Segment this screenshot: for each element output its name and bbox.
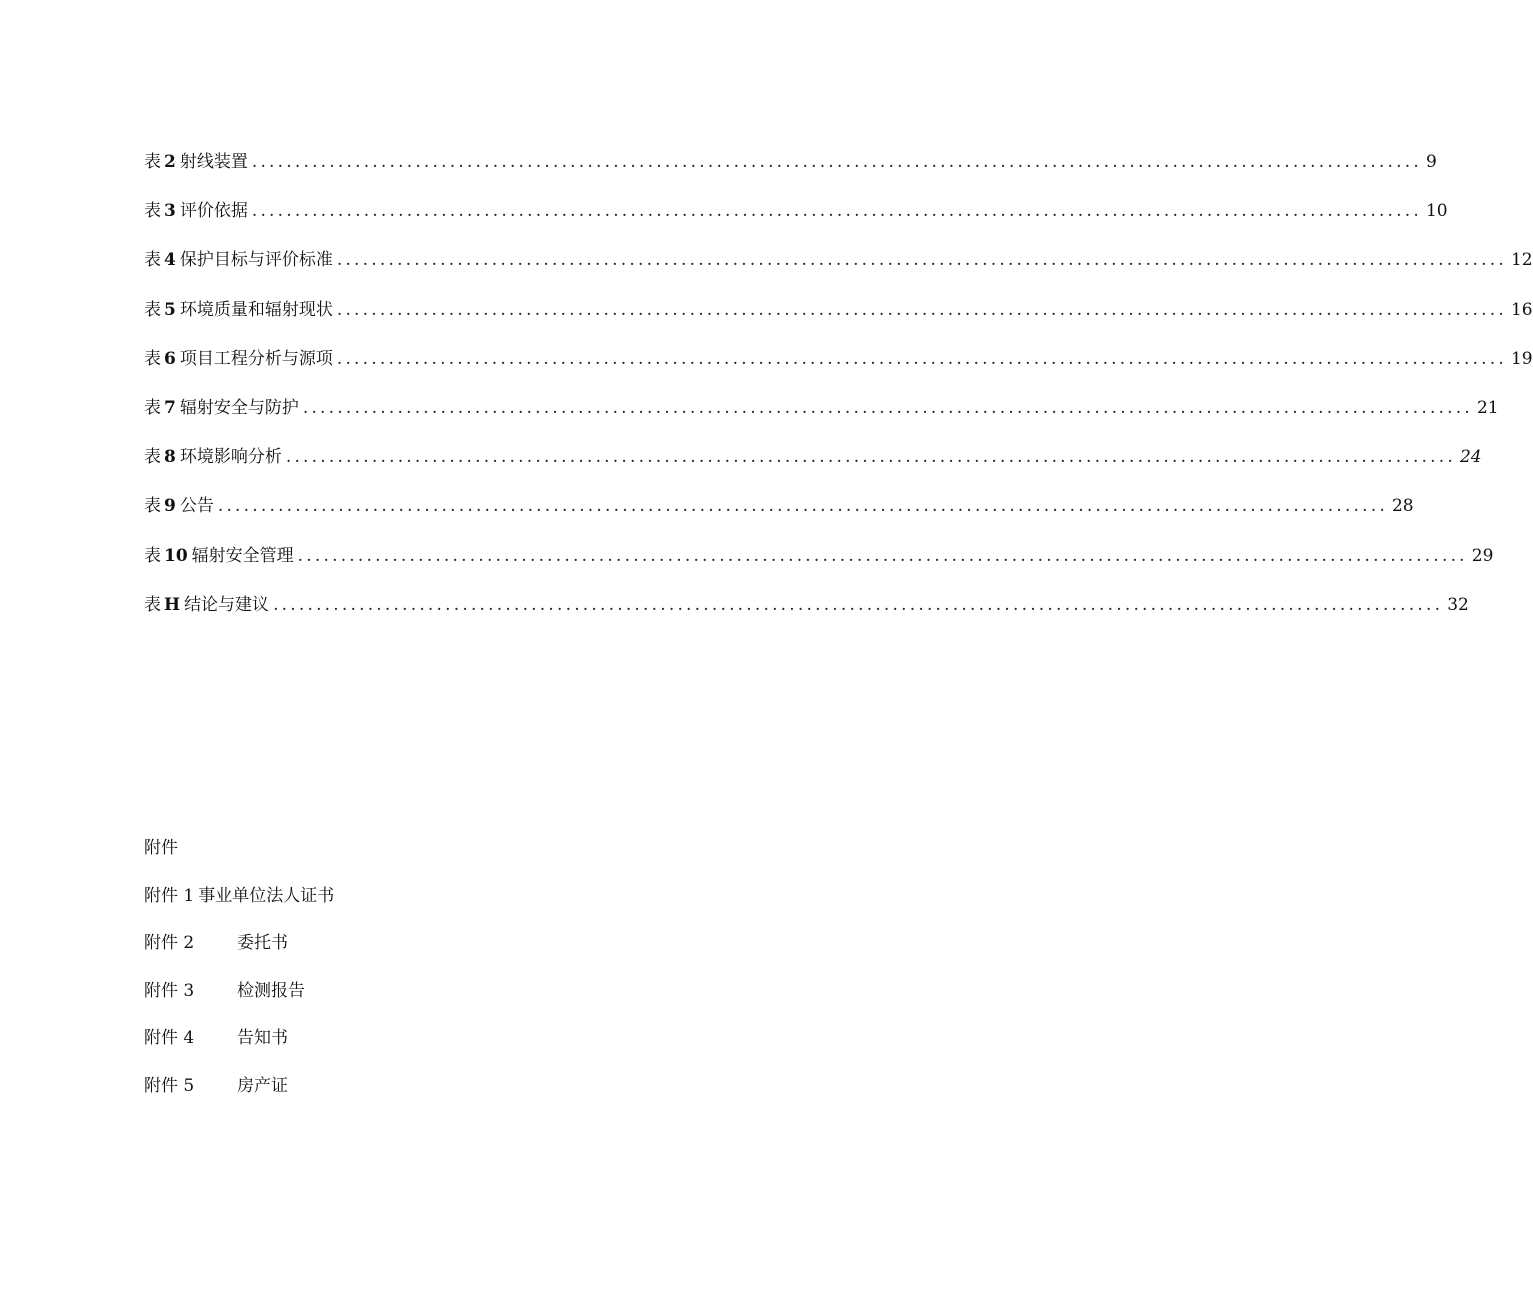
toc-entry-number: 6 [164, 348, 176, 369]
toc-entry[interactable] [144, 248, 1533, 297]
toc-entry[interactable] [144, 593, 1469, 642]
toc-leader-dots: ........................................................................................................................................ [251, 201, 1422, 222]
toc-page-number: 21 [1476, 397, 1499, 418]
toc-entry[interactable] [144, 150, 1437, 199]
toc-page-number: 19 [1510, 348, 1533, 369]
toc-entry[interactable] [144, 544, 1494, 593]
toc-entry[interactable] [144, 199, 1448, 248]
toc-entry-prefix: 表 [144, 594, 161, 615]
toc-entry-title: 公告 [179, 496, 214, 517]
toc-entry-label [144, 396, 299, 420]
toc-leader-dots: ........................................................................................................................................ [285, 447, 1456, 468]
toc-leader-dots: ........................................................................................................................................ [336, 299, 1507, 320]
toc-entry-title: 结论与建议 [184, 594, 270, 615]
toc-entry-prefix: 表 [144, 447, 161, 468]
toc-entry-label [144, 248, 333, 272]
toc-leader-dots: ........................................................................................................................................ [336, 250, 1507, 271]
toc-entry-prefix: 表 [144, 545, 161, 566]
toc-leader-dots: ........................................................................................................................................ [336, 348, 1507, 369]
toc-page-number: 28 [1391, 496, 1414, 517]
toc-entry-title: 环境影响分析 [179, 447, 282, 468]
toc-entry-prefix: 表 [144, 152, 161, 172]
attachment-item[interactable] [144, 1074, 544, 1098]
toc-page-number: 29 [1471, 545, 1494, 566]
toc-entry-label [144, 347, 333, 371]
attachment-title: 事业单位法人证书 [198, 885, 335, 906]
attachments-list [144, 836, 544, 1121]
toc-entry[interactable] [144, 347, 1533, 396]
attachment-label: 附件 2 [144, 933, 195, 953]
toc-entry-number: 7 [164, 397, 176, 418]
attachment-title: 房产证 [237, 1075, 288, 1096]
toc-page-number: 32 [1447, 594, 1469, 615]
toc-entry-title: 射线装置 [179, 152, 248, 172]
attachment-item[interactable] [144, 979, 544, 1003]
toc-entry-label [144, 298, 333, 322]
toc-entry-label [144, 593, 269, 617]
toc-entry-title: 辐射安全与防护 [179, 397, 299, 418]
toc-entry-prefix: 表 [144, 299, 161, 320]
toc-entry-number: 8 [164, 447, 176, 468]
attachment-item[interactable] [144, 931, 544, 955]
toc-entry-prefix: 表 [144, 397, 161, 418]
toc-entry-label [144, 494, 214, 518]
toc-entry-title: 保护目标与评价标准 [179, 250, 333, 271]
toc-entry-label [144, 150, 248, 174]
toc-entry-title: 环境质量和辐射现状 [179, 299, 333, 320]
toc-leader-dots: ........................................................................................................................................ [251, 152, 1422, 172]
toc-entry-label [144, 544, 294, 568]
attachments-heading: 附件 [144, 838, 178, 858]
toc-page-number: 12 [1510, 250, 1533, 271]
toc-entry-number: 3 [164, 201, 176, 222]
toc-page-number: 24 [1459, 447, 1482, 468]
toc-entry-number: 10 [164, 545, 188, 566]
toc-entry-number: 5 [164, 299, 176, 320]
toc-entry[interactable] [144, 445, 1482, 494]
toc-entry-title: 评价依据 [179, 201, 248, 222]
toc-entry-prefix: 表 [144, 250, 161, 271]
attachment-title: 检测报告 [237, 980, 305, 1001]
toc-entry-prefix: 表 [144, 496, 161, 517]
toc-page-number: 10 [1425, 201, 1448, 222]
attachment-title: 告知书 [237, 1028, 288, 1048]
attachment-item[interactable] [144, 1026, 544, 1050]
toc-entry-label [144, 445, 282, 469]
toc-leader-dots: ........................................................................................................................................ [297, 545, 1468, 566]
toc-entry-title: 项目工程分析与源项 [179, 348, 333, 369]
toc-entry-prefix: 表 [144, 201, 161, 222]
toc-page-number: 16 [1510, 299, 1533, 320]
toc-entry[interactable] [144, 298, 1533, 347]
attachment-item[interactable] [144, 884, 544, 908]
toc-entry-prefix: 表 [144, 348, 161, 369]
toc-entry-label [144, 199, 248, 223]
attachment-label: 附件 3 [144, 980, 195, 1001]
toc-entry-title: 辐射安全管理 [191, 545, 294, 566]
toc-leader-dots: ........................................................................................................................................ [273, 594, 1444, 615]
attachment-label: 附件 4 [144, 1028, 195, 1048]
toc-entry[interactable] [144, 396, 1499, 445]
attachment-label: 附件 1 [144, 885, 195, 906]
toc-leader-dots: ........................................................................................................................................ [302, 397, 1473, 418]
toc-entry-number: 9 [164, 496, 176, 517]
toc-leader-dots: ........................................................................................................................................ [217, 496, 1388, 517]
attachment-label: 附件 5 [144, 1075, 195, 1096]
toc-entry-number: 2 [164, 152, 176, 172]
toc-entry[interactable] [144, 494, 1414, 543]
toc-page-number: 9 [1425, 152, 1437, 172]
toc-entry-number: H [164, 594, 181, 615]
table-of-contents [144, 150, 1533, 642]
attachment-title: 委托书 [237, 933, 288, 953]
toc-entry-number: 4 [164, 250, 176, 271]
